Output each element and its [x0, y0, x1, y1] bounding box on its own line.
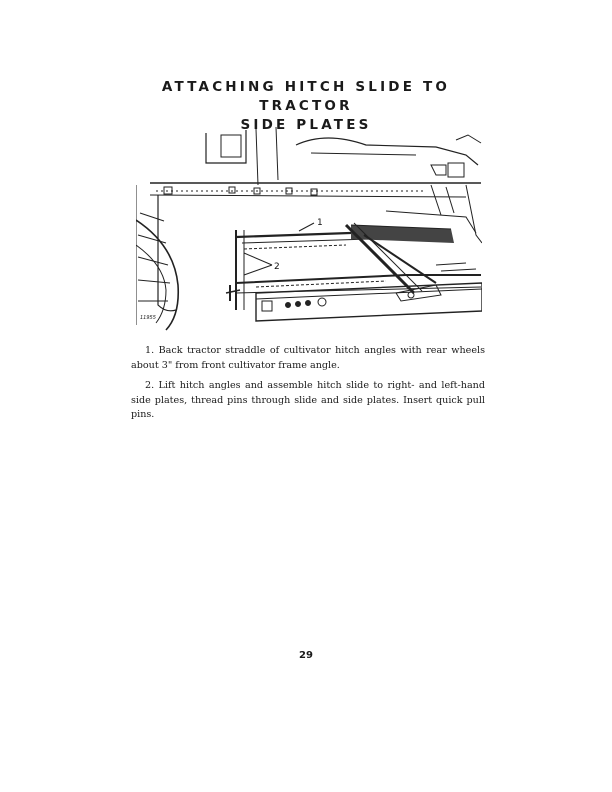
instruction-step-1: 1. Back tractor straddle of cultivator hitch angles with rear wheels about 3" from front cultivator frame angle.: [131, 345, 485, 371]
figure-code: 11955: [140, 315, 156, 321]
tractor-hitch-drawing: [136, 125, 482, 335]
instruction-step-2: 2. Lift hitch angles and assemble hitch slide to right- and left-hand side plates, thread pins through slide and side plates. Insert quick pull pins.: [131, 380, 485, 420]
hitch-slide-illustration: [136, 125, 482, 335]
title-line-1: ATTACHING HITCH SLIDE TO TRACTOR: [161, 79, 451, 114]
callout-2: 2: [274, 262, 280, 272]
title-line-2: SIDE PLATES: [240, 117, 372, 133]
callout-1: 1: [317, 218, 323, 228]
instructions: [131, 344, 485, 429]
page-number: 29: [299, 650, 313, 661]
